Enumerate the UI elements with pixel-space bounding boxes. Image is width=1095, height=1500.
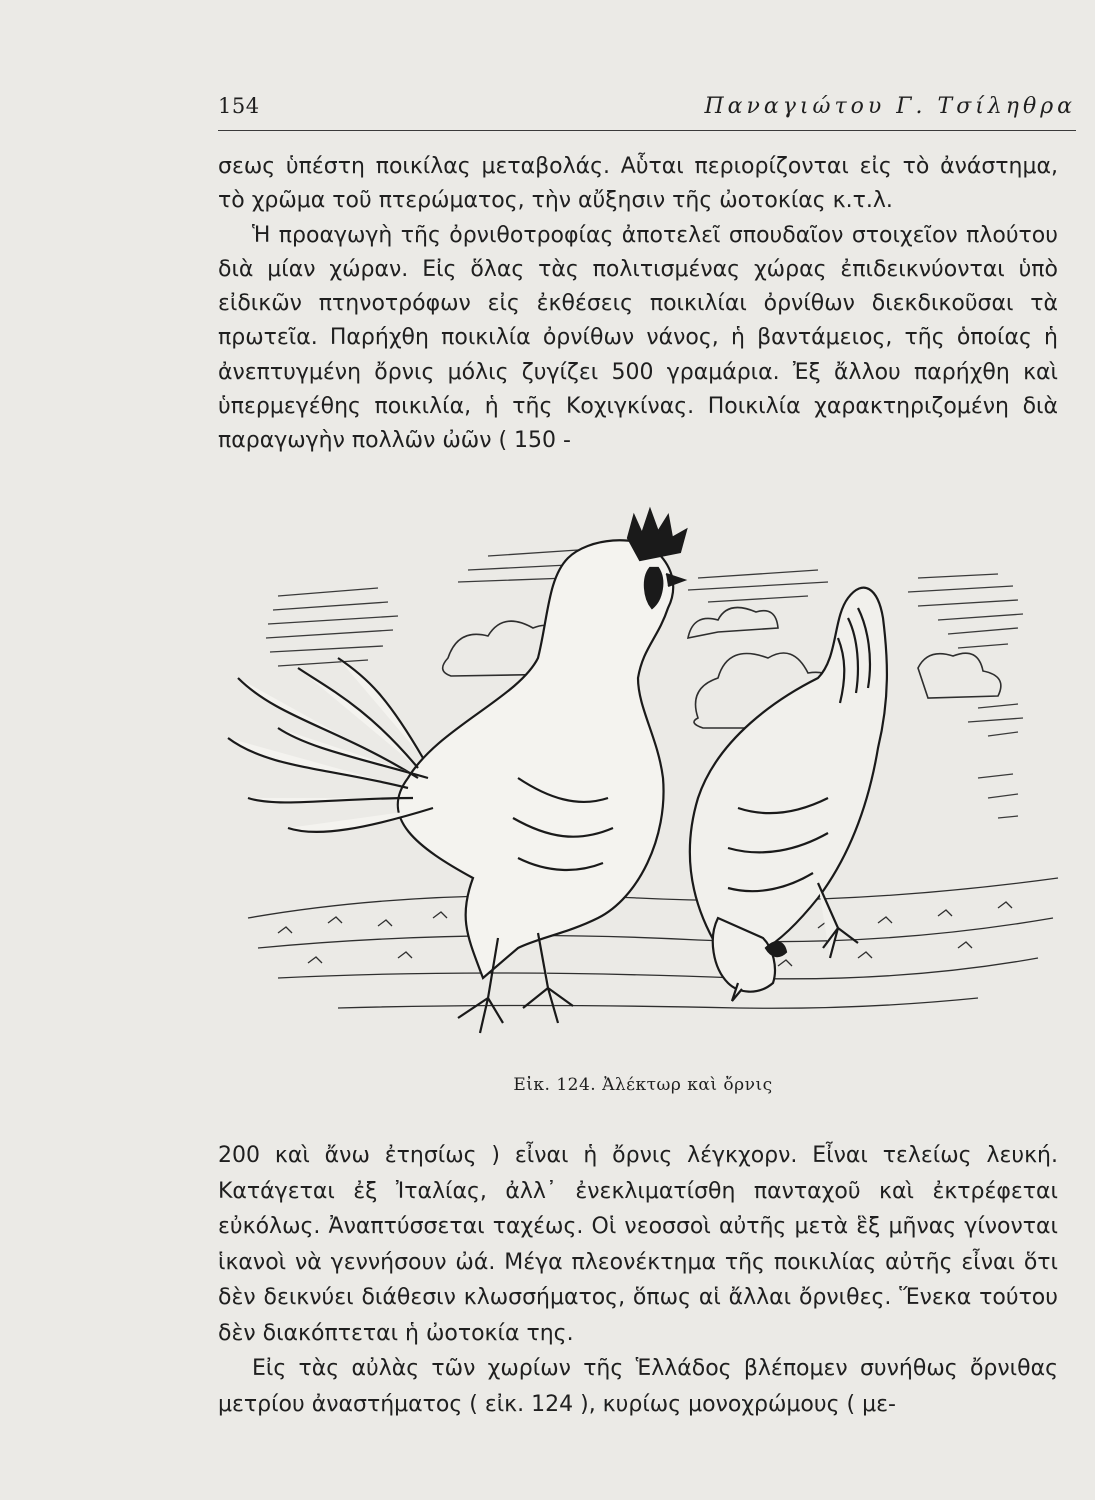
running-head: Παναγιώτου Γ. Τσίληθρα <box>704 94 1076 119</box>
page-header <box>218 90 1076 131</box>
page-number: 154 <box>218 94 260 118</box>
ground <box>248 878 1058 1008</box>
paragraph-leghorn: 200 καὶ ἄνω ἐτησίως ) εἶναι ἡ ὄρνις λέγκχορν. Εἶναι τελείως λευκή. Κατάγεται ἐξ Ἰταλίας, ἀλλ᾽ ἐνεκλιματίσθη πανταχοῦ καὶ ἐκτρέφεται εὐκόλως. Ἀναπτύσσεται ταχέως. Οἱ νεοσσοὶ αὐτῆς μετὰ ἓξ μῆνας γίνονται ἱκανοὶ νὰ γεννήσουν ὠά. Μέγα πλεονέκτημα τῆς ποικιλίας αὐτῆς εἶναι ὅτι δὲν δεικνύει διάθεσιν κλωσσήματος, ὅπως αἱ ἄλλαι ὄρνιθες. Ἕνεκα τούτου δὲν διακόπτεται ἡ ὠοτοκία της. <box>218 1143 1058 1346</box>
bottom-text-block <box>218 1138 1058 1422</box>
top-text-block <box>218 150 1058 459</box>
paragraph-poultry-breeds: Ἡ προαγωγὴ τῆς ὀρνιθοτροφίας ἀποτελεῖ σπουδαῖον στοιχεῖον πλούτου διὰ μίαν χώραν. Εἰς ὅλας τὰς πολιτισμένας χώρας ἐπιδεικνύονται ὑπὸ εἰδικῶν πτηνοτρόφων εἰς ἐκθέσεις ποικιλίαι ὀρνίθων διεκδικοῦσαι τὰ πρωτεῖα. Παρήχθη ποικιλία ὀρνίθων νάνος, ἡ βαντάμειος, τῆς ὁποίας ἡ ἀνεπτυγμένη ὄρνις μόλις ζυγίζει 500 γραμάρια. Ἐξ ἄλλου παρήχθη καὶ ὑπερμεγέθης ποικιλία, ἡ τῆς Κοχιγκίνας. Ποικιλία χαρακτηριζομένη διὰ παραγωγὴν πολλῶν ὠῶν ( 150 - <box>218 222 1058 454</box>
rooster-and-hen-illustration <box>218 478 1068 1073</box>
figure-caption: Εἰκ. 124. Ἀλέκτωρ καὶ ὄρνις <box>513 1075 773 1095</box>
paragraph-greek-villages: Εἰς τὰς αὐλὰς τῶν χωρίων τῆς Ἑλλάδος βλέπομεν συνήθως ὄρνιθας μετρίου ἀναστήματος ( εἰκ. 124 ), κυρίως μονοχρώμους ( με- <box>218 1356 1058 1417</box>
figure <box>218 478 1068 1098</box>
rooster <box>228 510 686 1033</box>
paragraph-continued: σεως ὑπέστη ποικίλας μεταβολάς. Αὗται περιορίζονται εἰς τὸ ἀνάστημα, τὸ χρῶμα τοῦ πτερώματος, τὴν αὔξησιν τῆς ὠοτοκίας κ.τ.λ. <box>218 154 1058 214</box>
